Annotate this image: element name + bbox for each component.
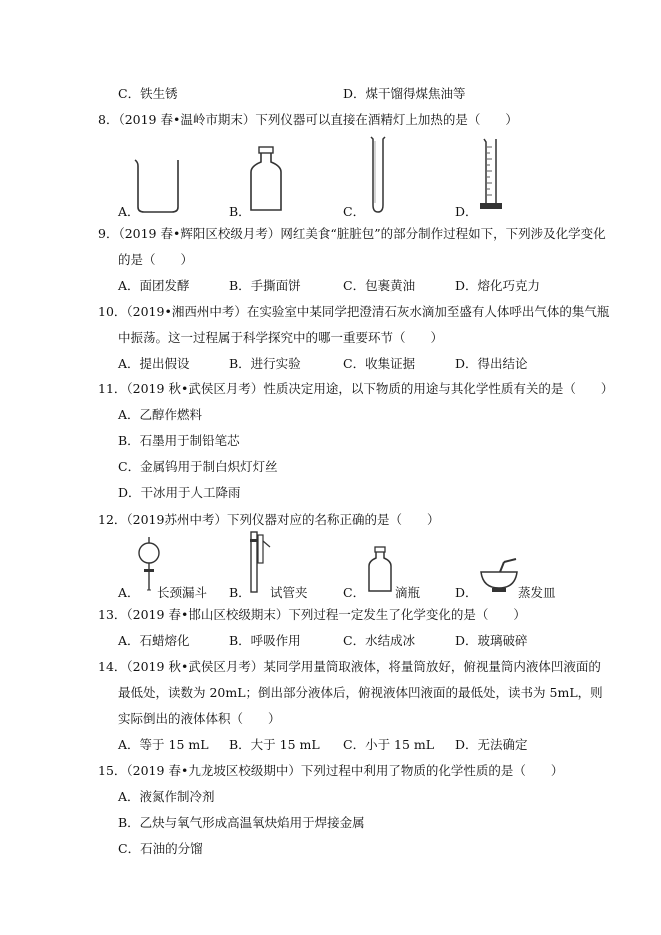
q7-option-c: C．铁生锈 — [118, 86, 178, 101]
q15-option-c: C．石油的分馏 — [118, 841, 203, 856]
q13-option-c: C．水结成冰 — [343, 633, 416, 648]
q9-stem-line1: 9．（2019 春•辉阳区校级月考）网红美食“脏脏包”的部分制作过程如下，下列涉及化学变化 — [98, 226, 606, 241]
q14-stem-line2: 最低处，读数为 20mL；倒出部分液体后，俯视液体凹液面的最低处，读书为 5mL，则 — [118, 685, 603, 700]
q13-option-d: D．玻璃破碎 — [455, 633, 528, 648]
q12-label-a: 长颈漏斗 — [157, 585, 208, 600]
q9-option-d: D．熔化巧克力 — [455, 278, 541, 293]
graduated-cylinder-figure — [478, 137, 504, 213]
q10-option-d: D．得出结论 — [455, 356, 528, 371]
q15-option-b: B．乙炔与氧气形成高温氧炔焰用于焊接金属 — [118, 815, 365, 830]
q14-option-b: B．大于 15 mL — [229, 737, 320, 752]
q14-stem-line1: 14．（2019 秋•武侯区月考）某同学用量筒取液体，将量筒放好，俯视量筒内液体凹液面的 — [98, 659, 601, 674]
q8-option-c: C． — [343, 204, 366, 219]
mortar-figure — [478, 558, 520, 594]
q15-stem: 15．（2019 春•九龙坡区校级期中）下列过程中利用了物质的化学性质的是（ ） — [98, 763, 564, 778]
q9-stem-line2: 的是（ ） — [118, 252, 194, 267]
q13-stem: 13．（2019 春•邯山区校级期末）下列过程一定发生了化学变化的是（ ） — [98, 607, 526, 622]
q9-option-c: C．包裹黄油 — [343, 278, 416, 293]
q10-option-c: C．收集证据 — [343, 356, 416, 371]
q8-option-d: D． — [455, 204, 478, 219]
q8-option-a: A． — [118, 204, 140, 219]
q11-option-a: A．乙醇作燃料 — [118, 407, 203, 422]
q11-option-b: B．石墨用于制铅笔芯 — [118, 433, 240, 448]
q8-option-b: B． — [229, 204, 251, 219]
q14-option-c: C．小于 15 mL — [343, 737, 435, 752]
test-tube-figure — [369, 135, 387, 215]
q12-label-c: 滴瓶 — [395, 585, 421, 600]
gas-bottle-figure — [247, 146, 285, 214]
q12-option-c: C． — [343, 585, 366, 600]
q12-option-d: D． — [455, 585, 478, 600]
q13-option-b: B．呼吸作用 — [229, 633, 301, 648]
q12-label-b: 试管夹 — [270, 585, 308, 600]
q14-option-d: D．无法确定 — [455, 737, 528, 752]
q12-label-d: 蒸发皿 — [518, 585, 556, 600]
q10-option-a: A．提出假设 — [118, 356, 190, 371]
q12-option-a: A． — [118, 585, 140, 600]
q9-option-a: A．面团发酵 — [118, 278, 190, 293]
q14-stem-line3: 实际倒出的液体体积（ ） — [118, 711, 281, 726]
q7-option-d: D．煤干馏得煤焦油等 — [343, 86, 466, 101]
q12-option-b: B． — [229, 585, 251, 600]
q11-option-c: C．金属钨用于制白炽灯灯丝 — [118, 459, 278, 474]
q10-option-b: B．进行实验 — [229, 356, 301, 371]
separatory-funnel-figure — [134, 536, 164, 592]
q10-stem-line1: 10．（2019•湘西州中考）在实验室中某同学把澄清石灰水滴加至盛有人体呼出气体的集气瓶 — [98, 304, 610, 319]
q13-option-a: A．石蜡熔化 — [118, 633, 190, 648]
q15-option-a: A．液氮作制冷剂 — [118, 789, 215, 804]
q12-stem: 12．（2019苏州中考）下列仪器对应的名称正确的是（ ） — [98, 512, 440, 527]
q11-option-d: D．干冰用于人工降雨 — [118, 485, 241, 500]
q11-stem: 11．（2019 秋•武侯区月考）性质决定用途，以下物质的用途与其化学性质有关的是（ ） — [98, 381, 614, 396]
q9-option-b: B．手撕面饼 — [229, 278, 301, 293]
q10-stem-line2: 中振荡。这一过程属于科学探究中的哪一重要环节（ ） — [118, 330, 444, 345]
dropper-bottle-figure — [366, 546, 394, 594]
q14-option-a: A．等于 15 mL — [118, 737, 209, 752]
q8-stem: 8．（2019 春•温岭市期末）下列仪器可以直接在酒精灯上加热的是（ ） — [98, 112, 518, 127]
